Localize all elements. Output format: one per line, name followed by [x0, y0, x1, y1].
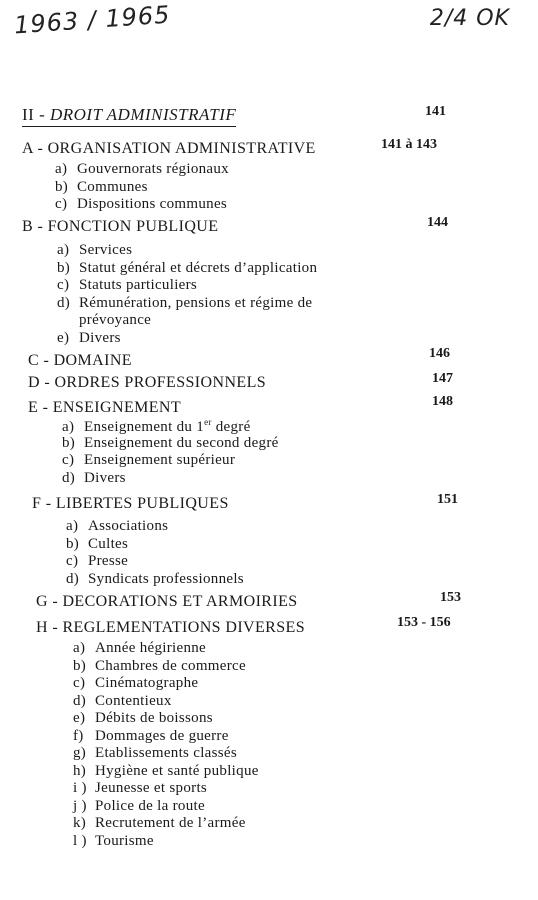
sub-item-text: Enseignement du 1er degré — [84, 417, 251, 435]
category-page: 141 à 143 — [381, 137, 437, 152]
sub-item-text: Cinématographe — [95, 675, 199, 691]
category-label: F - LIBERTES PUBLIQUES — [32, 495, 229, 512]
sub-item-text: Contentieux — [95, 692, 172, 709]
sub-item-text: prévoyance — [79, 312, 152, 328]
sub-item — [73, 675, 198, 692]
sub-item-letter: g) — [73, 745, 87, 761]
sub-item-text: Dommages de guerre — [95, 727, 229, 744]
sub-item-text: Dispositions communes — [77, 196, 228, 212]
sub-item — [73, 728, 229, 745]
section-page: 141 — [425, 104, 446, 119]
sub-item-letter: e) — [57, 329, 70, 346]
sub-item — [62, 417, 251, 436]
category-page: 153 - 156 — [397, 615, 451, 630]
sub-item-text: Divers — [84, 469, 126, 486]
section-heading — [22, 105, 236, 125]
sub-item-letter: b) — [57, 259, 71, 276]
sub-item-letter: l ) — [73, 832, 87, 849]
sub-item-letter: a) — [73, 640, 86, 656]
handwritten-year-range: 1963 / 1965 — [13, 0, 172, 40]
sub-item-letter: d) — [57, 294, 71, 311]
sub-item-text: Cultes — [88, 535, 129, 552]
sub-item — [57, 330, 121, 347]
sub-item — [73, 833, 154, 850]
sub-item-letter: c) — [73, 675, 86, 691]
section-prefix: II - — [22, 105, 50, 124]
sub-item-text: Divers — [79, 329, 121, 346]
category-label: H - REGLEMENTATIONS DIVERSES — [36, 619, 306, 636]
sub-item-text: Débits de boissons — [95, 710, 213, 726]
category-page: 146 — [429, 346, 450, 361]
sub-item-letter: d) — [62, 469, 76, 486]
category-label: C - DOMAINE — [28, 352, 132, 369]
sub-item-text: Recrutement de l’armée — [95, 815, 246, 831]
sub-item — [62, 452, 235, 469]
sub-item-letter: a) — [57, 242, 70, 258]
sub-item-text: Presse — [88, 553, 129, 569]
sub-item-letter: b) — [73, 657, 87, 674]
sub-item-letter: c) — [66, 553, 79, 569]
sub-item-letter: c) — [57, 277, 70, 293]
sub-item-text: Statut général et décrets d’application — [79, 259, 318, 276]
sub-item-letter: i ) — [73, 780, 87, 796]
sub-item-text: Chambres de commerce — [95, 657, 246, 674]
sub-item — [55, 161, 229, 178]
sub-item-letter: a) — [66, 518, 79, 534]
sub-item-letter: e) — [73, 710, 86, 726]
sub-item-letter: c) — [62, 452, 75, 468]
category-page: 153 — [440, 590, 461, 605]
sub-item-letter: h) — [73, 762, 87, 779]
sub-item — [73, 693, 172, 710]
sub-item — [62, 435, 279, 452]
category-label: D - ORDRES PROFESSIONNELS — [28, 374, 267, 391]
sub-item — [57, 295, 312, 312]
sub-item — [73, 815, 246, 832]
sub-item-letter: b) — [55, 178, 69, 195]
sub-item — [66, 553, 128, 570]
sub-item-letter: d) — [66, 570, 80, 587]
sub-item-text: Rémunération, pensions et régime de — [79, 294, 313, 311]
sub-item-letter: a) — [62, 419, 75, 435]
category-page: 144 — [427, 215, 448, 230]
sub-item — [55, 196, 227, 213]
sub-item — [73, 745, 237, 762]
sub-item — [73, 658, 246, 675]
category-label: E - ENSEIGNEMENT — [28, 399, 182, 416]
sub-item-text: Tourisme — [95, 832, 154, 849]
sub-item-text: Statuts particuliers — [79, 277, 198, 293]
sub-item-text: Communes — [77, 178, 148, 195]
sub-item-text: Associations — [88, 518, 169, 534]
sub-item-letter: a) — [55, 161, 68, 177]
sub-item-letter: b) — [62, 434, 76, 451]
category-label: G - DECORATIONS ET ARMOIRIES — [36, 593, 298, 610]
section-title: DROIT ADMINISTRATIF — [49, 105, 237, 124]
category-label: B - FONCTION PUBLIQUE — [22, 218, 219, 235]
sub-item-letter: d) — [73, 692, 87, 709]
sub-item — [73, 640, 206, 657]
sub-item — [62, 470, 126, 487]
sub-item-text: Services — [79, 242, 133, 258]
sub-item — [57, 260, 317, 277]
sub-item — [57, 312, 151, 329]
sub-item — [57, 277, 197, 294]
sub-item — [73, 780, 207, 797]
ordinal-superscript: er — [204, 417, 212, 427]
sub-item-letter: f) — [73, 727, 84, 744]
sub-item — [57, 242, 132, 259]
sub-item-text: Année hégirienne — [95, 640, 207, 656]
category-label: A - ORGANISATION ADMINISTRATIVE — [22, 140, 316, 157]
sub-item-letter: k) — [73, 815, 87, 831]
sub-item-text: Jeunesse et sports — [95, 780, 208, 796]
sub-item — [73, 763, 259, 780]
category-page: 147 — [432, 371, 453, 386]
category-page: 148 — [432, 394, 453, 409]
sub-item-text: Etablissements classés — [95, 745, 237, 761]
sub-item-text: Gouvernorats régionaux — [77, 161, 229, 177]
sub-item — [73, 710, 213, 727]
sub-item — [66, 571, 244, 588]
category-page: 151 — [437, 492, 458, 507]
sub-item — [73, 798, 205, 815]
handwritten-check-note: 2/4 OK — [429, 6, 510, 31]
sub-item — [66, 536, 128, 553]
sub-item-text: Enseignement supérieur — [84, 452, 236, 468]
sub-item-letter: j ) — [73, 797, 87, 814]
sub-item — [66, 518, 168, 535]
sub-item-text: Hygiène et santé publique — [95, 762, 259, 779]
sub-item-letter: c) — [55, 196, 68, 212]
sub-item-text: Syndicats professionnels — [88, 570, 244, 587]
sub-item — [55, 179, 148, 196]
sub-item-letter: b) — [66, 535, 80, 552]
sub-item-text: Police de la route — [95, 797, 205, 814]
sub-item-text: Enseignement du second degré — [84, 434, 279, 451]
